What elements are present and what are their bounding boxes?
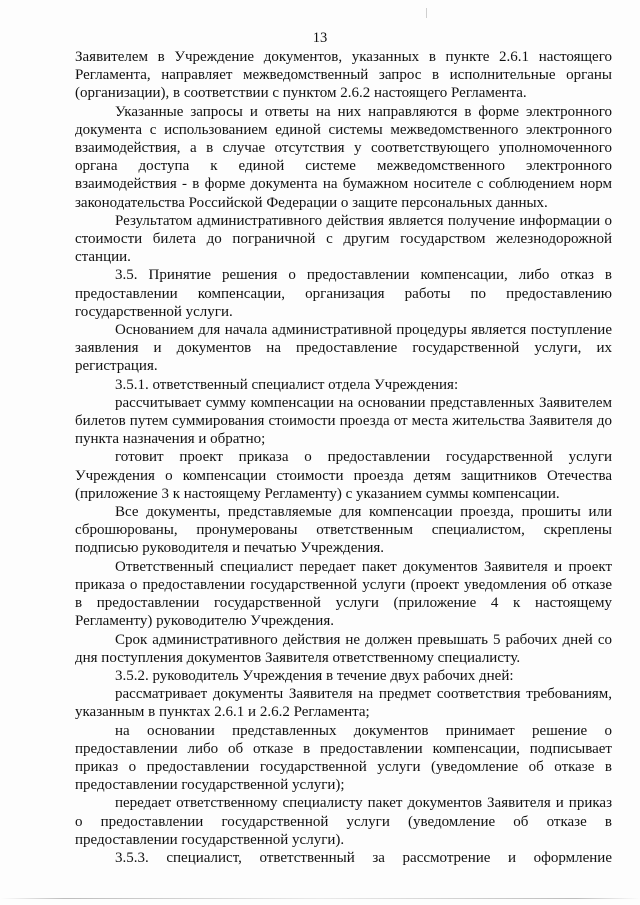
paragraph: 3.5.3. специалист, ответственный за рассмотрение и оформление bbox=[115, 849, 612, 866]
paragraph: 3.5. Принятие решения о предоставлении компенсации, либо отказ в предоставлении компенсации, организация работы по предоставлению государственной услуги. bbox=[75, 267, 612, 320]
paragraph: Результатом административного действия является получение информации о стоимости билета до пограничной с другим государством железнодорожной станции. bbox=[75, 212, 612, 266]
paragraph: Ответственный специалист передает пакет документов Заявителя и проект приказа о предоставлении государственной услуги (проект уведомления об отказе в предоставлении государственной услуги (приложение 4 к настоящему Регламенту) руководителю Учреждения. bbox=[75, 558, 612, 630]
scan-edge bbox=[0, 898, 640, 899]
paragraph: рассчитывает сумму компенсации на основании представленных Заявителем билетов путем суммирования стоимости проезда от места жительства Заявителя до пункта назначения и обратно; bbox=[75, 394, 612, 448]
paragraph: готовит проект приказа о предоставлении государственной услуги Учреждения о компенсации стоимости проезда детям защитников Отечества (приложение 3 к настоящему Регламенту) с указанием суммы компенсации. bbox=[75, 449, 612, 502]
scan-artifact bbox=[426, 8, 427, 18]
paragraph: на основании представленных документов принимает решение о предоставлении либо об отказе в предоставлении компенсации, подписывает приказ о предоставлении государственной услуги (уведомление об отказе в предоставлении государственной услуги); bbox=[75, 722, 612, 794]
document-body bbox=[75, 48, 612, 867]
paragraph: Срок административного действия не должен превышать 5 рабочих дней со дня поступления документов Заявителя ответственному специалисту. bbox=[75, 631, 612, 666]
paragraph: передает ответственному специалисту пакет документов Заявителя и приказ о предоставлении государственной услуги (уведомление об отказе в предоставлении государственной услуги). bbox=[75, 795, 612, 848]
paragraph: Указанные запросы и ответы на них направляются в форме электронного документа с использованием единой системы межведомственного электронного взаимодействия, а в случае отсутствия у соответствующего уполномоченного органа доступа к единой системе межведомственного электронного взаимодействия - в форме документа на бумажном носителе с соблюдением норм законодательства Российской Федерации о защите персональных данных. bbox=[75, 103, 612, 211]
paragraph: Основанием для начала административной процедуры является поступление заявления и документов на предоставление государственной услуги, их регистрация. bbox=[75, 322, 612, 375]
paragraph: 3.5.2. руководитель Учреждения в течение двух рабочих дней: bbox=[115, 667, 514, 684]
page-number: 13 bbox=[312, 30, 328, 46]
paragraph: 3.5.1. ответственный специалист отдела Учреждения: bbox=[115, 376, 459, 393]
paragraph: Все документы, представляемые для компенсации проезда, прошиты или сброшюрованы, пронумерованы ответственным специалистом, скреплены подписью руководителя и печатью Учреждения. bbox=[75, 504, 612, 557]
paragraph: Заявителем в Учреждение документов, указанных в пункте 2.6.1 настоящего Регламента, направляет межведомственный запрос в исполнительные органы (организации), в соответствии с пунктом 2.6.2 настоящего Регламента. bbox=[75, 49, 612, 102]
paragraph: рассматривает документы Заявителя на предмет соответствия требованиям, указанным в пунктах 2.6.1 и 2.6.2 Регламента; bbox=[75, 686, 612, 721]
